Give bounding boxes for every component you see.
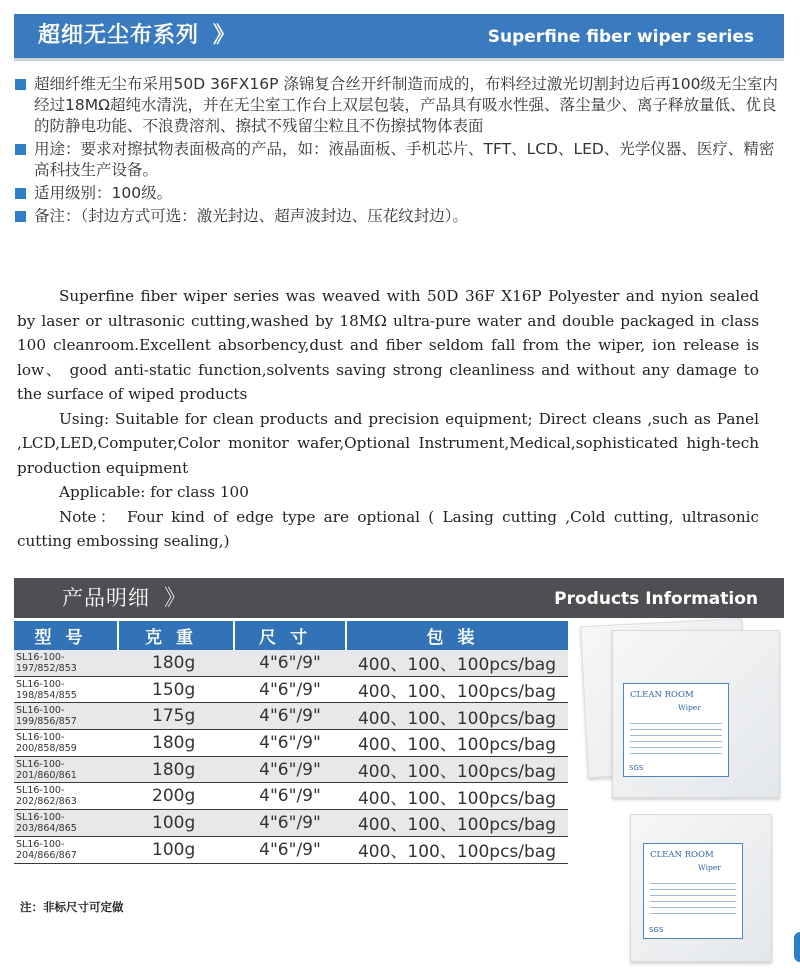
cell-size: 4"6"/9" [234, 703, 346, 730]
bullet-square-icon [15, 79, 26, 90]
package-label [643, 843, 743, 939]
cell-model: SL16-100-199/856/857 [14, 703, 118, 730]
cell-size: 4"6"/9" [234, 836, 346, 863]
en-paragraph-description: Superfine fiber wiper series was weaved with 50D 36F X16P Polyester and nyion sealed by laser or ultrasonic cutting,washed by 18MΩ ultra-pure water and double packaged in class 100 cleanroom.Excellent absorbency,dust and fiber seldom fall from the wiper, ion release is low、 good anti-static function,solvents saving strong cleanliness and without any damage to the surface of wiped products [17, 287, 759, 403]
cell-size: 4"6"/9" [234, 810, 346, 837]
zh-item-class: 适用级别：100级。 [14, 183, 786, 204]
cell-packing: 400、100、100pcs/bag [346, 650, 568, 676]
cell-model: SL16-100-197/852/853 [14, 650, 118, 676]
table-header-row [14, 621, 568, 650]
cell-weight: 180g [118, 730, 234, 757]
zh-item-usage: 用途：要求对擦拭物表面极高的产品，如：液晶面板、手机芯片、TFT、LCD、LED、光学仪器、医疗、精密高科技生产设备。 [14, 139, 786, 181]
package-label [623, 683, 729, 777]
en-paragraph-usage: Using: Suitable for clean products and precision equipment; Direct cleans ,such as Panel ,LCD,LED,Computer,Color monitor wafer,Optional Instrument,Medical,sophisticated high-tech production equipment [17, 409, 759, 477]
package-label-text-lines [650, 878, 736, 914]
cell-weight: 175g [118, 703, 234, 730]
series-title-banner [14, 14, 784, 61]
cell-model: SL16-100-203/864/865 [14, 810, 118, 837]
cell-weight: 150g [118, 676, 234, 703]
table-row [14, 730, 568, 757]
products-title-zh: 产品明细 》 [62, 578, 187, 619]
cell-weight: 200g [118, 783, 234, 810]
cell-size: 4"6"/9" [234, 650, 346, 676]
cell-weight: 100g [118, 836, 234, 863]
page-edge-tab [794, 932, 800, 962]
cell-packing: 400、100、100pcs/bag [346, 730, 568, 757]
series-title-zh: 超细无尘布系列 》 [38, 14, 236, 58]
cell-packing: 400、100、100pcs/bag [346, 783, 568, 810]
table-row [14, 703, 568, 730]
footnote: 注：非标尺寸可定做 [20, 900, 124, 914]
products-section-banner [14, 578, 784, 618]
header-packing: 包装 [346, 621, 568, 650]
header-model: 型号 [14, 621, 118, 650]
cell-weight: 100g [118, 810, 234, 837]
package-small [630, 814, 772, 962]
sgs-mark: SGS [649, 926, 664, 934]
bullet-square-icon [15, 211, 26, 222]
package-label-subtitle: Wiper [678, 703, 701, 712]
table-row [14, 650, 568, 676]
cell-size: 4"6"/9" [234, 676, 346, 703]
cell-weight: 180g [118, 650, 234, 676]
cell-model: SL16-100-198/854/855 [14, 676, 118, 703]
cell-model: SL16-100-200/858/859 [14, 730, 118, 757]
table-row [14, 783, 568, 810]
header-weight: 克重 [118, 621, 234, 650]
zh-item-note: 备注：（封边方式可选：激光封边、超声波封边、压花纹封边）。 [14, 206, 786, 227]
package-label-title: CLEAN ROOM [630, 690, 694, 700]
en-paragraph-note: Note： Four kind of edge type are optional ( Lasing cutting ,Cold cutting, ultrasonic cutting embossing sealing,) [17, 507, 759, 550]
header-size: 尺寸 [234, 621, 346, 650]
series-title-en: Superfine fiber wiper series [487, 27, 754, 47]
cell-weight: 180g [118, 756, 234, 783]
chevron-right-icon: 》 [213, 23, 237, 48]
package-front [612, 630, 780, 798]
cell-packing: 400、100、100pcs/bag [346, 703, 568, 730]
package-label-title: CLEAN ROOM [650, 850, 714, 860]
table-row [14, 756, 568, 783]
cell-packing: 400、100、100pcs/bag [346, 756, 568, 783]
products-title-en: Products Information [554, 589, 758, 609]
bullet-square-icon [15, 144, 26, 155]
product-photo [582, 618, 786, 964]
bullet-square-icon [15, 188, 26, 199]
cell-packing: 400、100、100pcs/bag [346, 836, 568, 863]
table-row [14, 676, 568, 703]
table-row [14, 810, 568, 837]
cell-packing: 400、100、100pcs/bag [346, 676, 568, 703]
zh-description-list [14, 74, 786, 229]
en-description [17, 284, 759, 554]
chevron-right-icon: 》 [164, 586, 188, 611]
zh-item-description: 超细纤维无尘布采用50D 36FX16P 涤锦复合丝开纤制造而成的，布料经过激光切割封边后再100级无尘室内经过18MΩ超纯水清洗，并在无尘室工作台上双层包装，产品具有吸水性强、落尘量少、离子释放量低、优良的防静电功能、不浪费溶剂、擦拭不残留尘粒且不伤擦拭物体表面 [14, 74, 786, 137]
cell-size: 4"6"/9" [234, 756, 346, 783]
cell-model: SL16-100-204/866/867 [14, 836, 118, 863]
package-label-text-lines [630, 718, 722, 754]
table-row [14, 836, 568, 863]
product-table [14, 621, 568, 864]
cell-size: 4"6"/9" [234, 730, 346, 757]
cell-model: SL16-100-201/860/861 [14, 756, 118, 783]
package-label-subtitle: Wiper [698, 863, 721, 872]
cell-packing: 400、100、100pcs/bag [346, 810, 568, 837]
cell-model: SL16-100-202/862/863 [14, 783, 118, 810]
cell-size: 4"6"/9" [234, 783, 346, 810]
en-paragraph-applicable: Applicable: for class 100 [59, 483, 249, 501]
sgs-mark: SGS [629, 764, 644, 772]
